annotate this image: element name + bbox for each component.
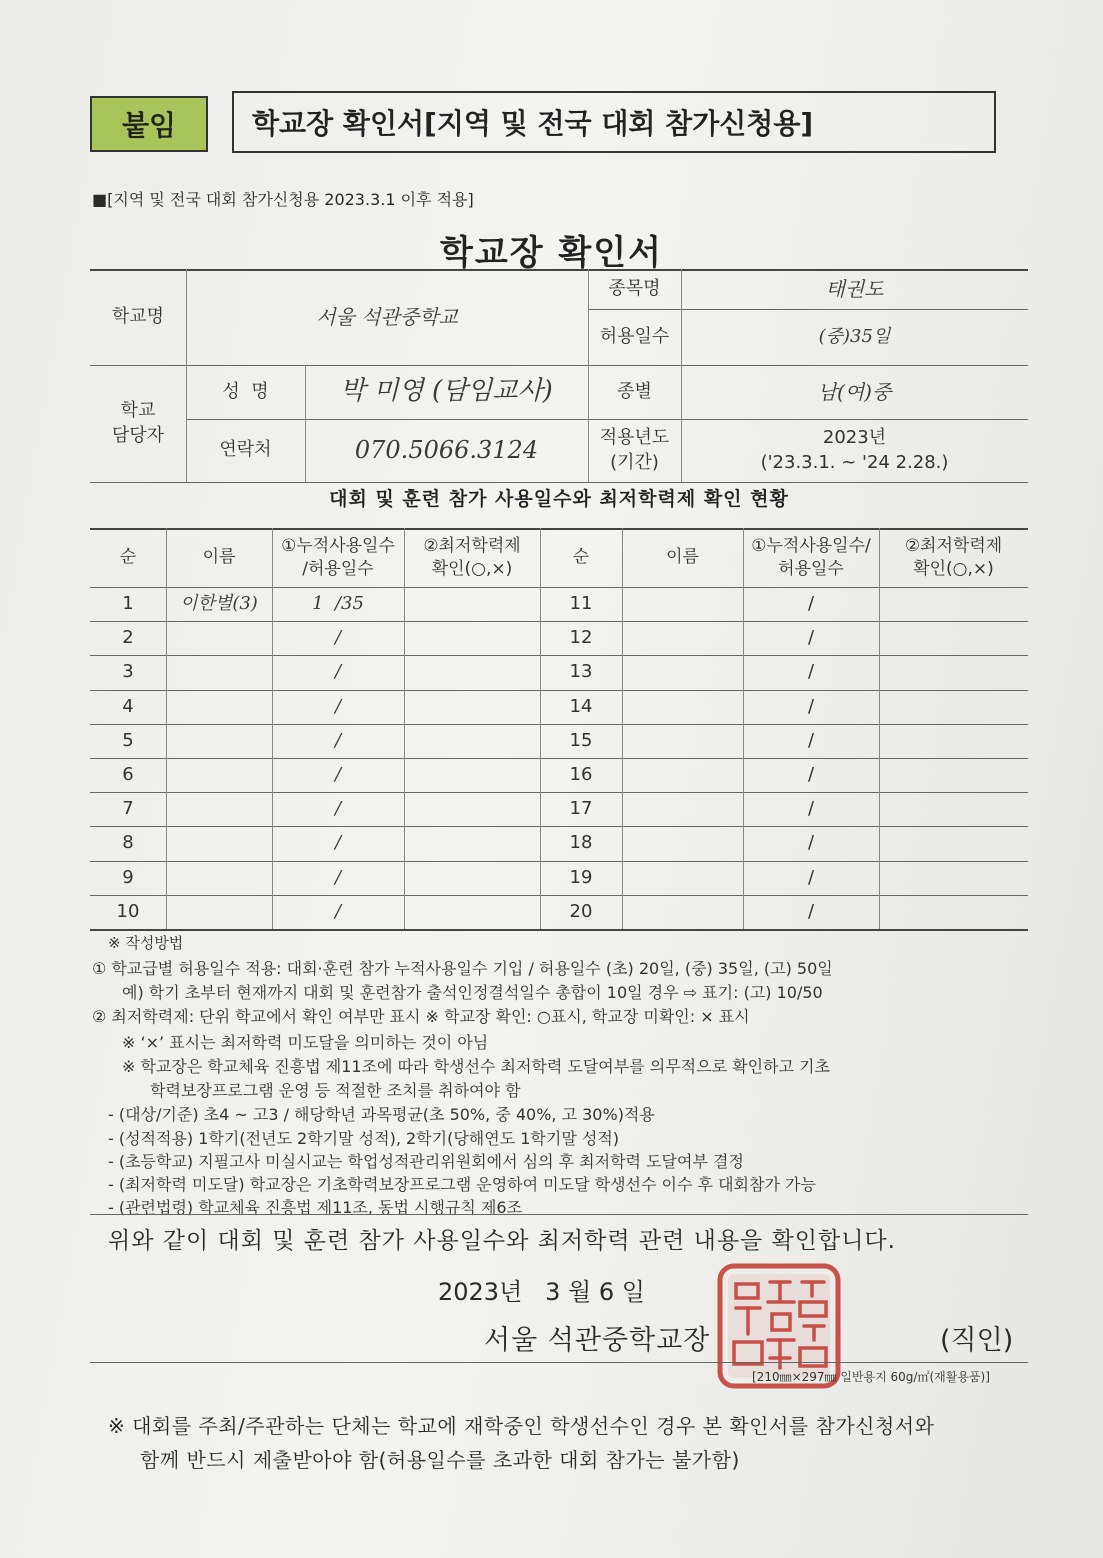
row-number: 12 — [569, 627, 593, 649]
row-number: 10 — [116, 900, 140, 922]
used-days: / — [334, 798, 342, 820]
row-number: 3 — [122, 661, 134, 683]
days-value: (중)35일 — [818, 325, 891, 347]
student-name — [166, 690, 272, 724]
column-header-text: ①누적사용일수/ — [751, 535, 871, 556]
check-cell — [404, 587, 540, 621]
student-name — [622, 724, 743, 758]
used-days: / — [807, 695, 815, 717]
instruction-line: ※ ‘×’ 표시는 최저학력 미도달을 의미하는 것이 아님 — [122, 1033, 489, 1052]
row-number: 6 — [122, 763, 134, 785]
column-header — [404, 528, 540, 587]
check-cell — [879, 587, 1028, 621]
instruction-line: ※ 학교장은 학교체육 진흥법 제11조에 따라 학생선수 최저학력 도달여부를 의무적으로 확인하고 기초 — [122, 1057, 830, 1076]
row-number: 13 — [569, 661, 593, 683]
student-name — [166, 758, 272, 792]
student-name — [622, 587, 743, 621]
instruction-line: - (성적적용) 1학기(전년도 2학기말 성적), 2학기(당해연도 1학기말 성적) — [108, 1129, 620, 1148]
sport-value: 태권도 — [825, 276, 884, 301]
row-number: 1 — [122, 592, 134, 614]
column-header — [879, 528, 1028, 587]
used-days: / — [334, 832, 342, 854]
principal-signature: 서울 석관중학교장 — [484, 1325, 711, 1356]
row-number: 11 — [569, 592, 593, 614]
instruction-line: ※ 작성방법 — [108, 934, 184, 952]
student-name — [166, 621, 272, 655]
used-days: / — [807, 729, 815, 751]
row-number: 16 — [569, 763, 593, 785]
used-days: / — [807, 592, 815, 614]
used-days: / — [807, 763, 815, 785]
used-days: / — [807, 627, 815, 649]
used-days: / — [807, 832, 815, 854]
row-number: 19 — [569, 866, 593, 888]
check-cell — [404, 826, 540, 860]
check-cell — [404, 621, 540, 655]
days-label: 허용일수 — [599, 325, 670, 347]
instruction-line: - (최저학력 미도달) 학교장은 기초학력보장프로그램 운영하여 미도달 학생선수 이수 후 대회참가 가능 — [108, 1175, 816, 1194]
student-name — [622, 895, 743, 929]
year-label — [588, 419, 681, 482]
column-header — [743, 528, 879, 587]
used-days: / — [807, 798, 815, 820]
student-name — [622, 861, 743, 895]
used-days: / — [334, 900, 342, 922]
check-cell — [404, 895, 540, 929]
check-cell — [404, 861, 540, 895]
used-days: / — [807, 900, 815, 922]
column-header — [622, 528, 743, 587]
paper-spec: [210㎜×297㎜ 일반용지 60g/㎡(재활용품)] — [752, 1370, 990, 1384]
row-number: 9 — [122, 866, 134, 888]
column-header-text: 순 — [119, 547, 137, 568]
manager-label — [90, 365, 186, 482]
row-number: 15 — [569, 729, 593, 751]
name-value: 박 미영 (담임교사) — [340, 376, 553, 407]
check-cell — [404, 758, 540, 792]
divider — [90, 1362, 1028, 1363]
student-name — [166, 724, 272, 758]
divider — [90, 482, 1028, 483]
row-number: 14 — [569, 695, 593, 717]
column-header-text: 확인(○,×) — [913, 558, 994, 579]
divider — [90, 1214, 1028, 1215]
sport-label: 종목명 — [608, 277, 661, 299]
year-value-line2: ('23.3.1. ~ '24 2.28.) — [760, 451, 949, 473]
confirmation-text: 위와 같이 대회 및 훈련 참가 사용일수와 최저학력 관련 내용을 확인합니다. — [108, 1228, 896, 1254]
column-header — [90, 528, 166, 587]
divider — [90, 929, 1028, 931]
column-header — [272, 528, 404, 587]
check-cell — [879, 655, 1028, 689]
used-days: 1 /35 — [312, 592, 364, 614]
student-name: 이한별(3) — [180, 592, 258, 614]
used-days: / — [334, 729, 342, 751]
year-label-line1: 적용년도 — [599, 427, 670, 449]
used-days: / — [807, 866, 815, 888]
row-number: 8 — [122, 832, 134, 854]
column-header — [166, 528, 272, 587]
instruction-line: - (대상/기준) 초4 ~ 고3 / 해당학년 과목평균(초 50%, 중 40%, 고 30%)적용 — [108, 1105, 655, 1124]
document-heading: 학교장 확인서[지역 및 전국 대회 참가신청용] — [232, 91, 996, 153]
row-number: 17 — [569, 798, 593, 820]
check-cell — [404, 655, 540, 689]
column-header — [540, 528, 622, 587]
instruction-line: - (초등학교) 지필고사 미실시교는 학업성적관리위원회에서 심의 후 최저학력 도달여부 결정 — [108, 1152, 744, 1171]
column-header-text: 확인(○,×) — [431, 558, 513, 579]
year-label-line2: (기간) — [610, 451, 659, 473]
column-header-text: ②최저학력제 — [904, 535, 1003, 556]
gender-label: 종별 — [617, 380, 652, 402]
name-label: 성 명 — [222, 380, 269, 402]
check-cell — [879, 895, 1028, 929]
check-cell — [879, 724, 1028, 758]
school-label: 학교명 — [111, 305, 165, 327]
used-days: / — [334, 627, 342, 649]
used-days: / — [807, 661, 815, 683]
contact-label: 연락처 — [219, 439, 272, 461]
check-cell — [879, 621, 1028, 655]
student-name — [166, 895, 272, 929]
page-title: 학교장 확인서 — [440, 233, 663, 273]
check-cell — [879, 861, 1028, 895]
column-header-text: 이름 — [202, 547, 236, 568]
instruction-line: 예) 학기 초부터 현재까지 대회 및 훈련참가 출석인정결석일수 총합이 10일 경우 ⇨ 표기: (고) 10/50 — [122, 983, 823, 1002]
manager-label-line1: 학교 — [120, 400, 156, 422]
row-number: 20 — [569, 900, 593, 922]
row-number: 18 — [569, 832, 593, 854]
student-name — [622, 655, 743, 689]
seal-note: (직인) — [940, 1325, 1014, 1356]
student-name — [622, 826, 743, 860]
year-value — [681, 419, 1028, 482]
applicability-note: ■[지역 및 전국 대회 참가신청용 2023.3.1 이후 적용] — [92, 190, 474, 209]
column-header-text: 순 — [572, 547, 590, 568]
column-header-text: ②최저학력제 — [423, 535, 521, 556]
student-name — [166, 655, 272, 689]
manager-label-line2: 담당자 — [111, 424, 165, 446]
student-name — [622, 690, 743, 724]
column-header-text: ①누적사용일수 — [281, 535, 395, 556]
used-days: / — [334, 661, 342, 683]
row-number: 2 — [122, 627, 134, 649]
check-cell — [879, 758, 1028, 792]
instruction-line: 학력보장프로그램 운영 등 적절한 조치를 취하여야 함 — [150, 1081, 521, 1100]
instruction-line: ① 학교급별 허용일수 적용: 대회·훈련 참가 누적사용일수 기입 / 허용일수 (초) 20일, (중) 35일, (고) 50일 — [92, 959, 833, 978]
student-name — [166, 861, 272, 895]
used-days: / — [334, 763, 342, 785]
check-cell — [404, 690, 540, 724]
row-number: 5 — [122, 729, 134, 751]
student-name — [622, 758, 743, 792]
used-days: / — [334, 866, 342, 888]
check-cell — [404, 792, 540, 826]
check-cell — [404, 724, 540, 758]
issue-date: 2023년 3 월 6 일 — [438, 1278, 645, 1306]
row-number: 4 — [122, 695, 134, 717]
instruction-line: - (관련법령) 학교체육 진흥법 제11조, 동법 시행규칙 제6조 — [108, 1198, 523, 1217]
footnote-line2: 함께 반드시 제출받아야 함(허용일수를 초과한 대회 참가는 불가함) — [140, 1448, 740, 1472]
student-name — [622, 792, 743, 826]
student-name — [166, 792, 272, 826]
row-number: 7 — [122, 798, 134, 820]
column-header-text: 이름 — [666, 547, 699, 568]
contact-value: 070.5066.3124 — [354, 436, 539, 465]
attachment-badge: 붙임 — [90, 96, 208, 152]
check-cell — [879, 690, 1028, 724]
check-cell — [879, 826, 1028, 860]
check-cell — [879, 792, 1028, 826]
year-value-line1: 2023년 — [822, 427, 887, 449]
column-header-text: /허용일수 — [302, 558, 374, 579]
gender-value: 남(여)중 — [817, 379, 892, 404]
school-value: 서울 석관중학교 — [316, 304, 458, 329]
column-header-text: 허용일수 — [778, 558, 844, 579]
used-days: / — [334, 695, 342, 717]
instruction-line: ② 최저학력제: 단위 학교에서 확인 여부만 표시 ※ 학교장 확인: ○표시, 학교장 미확인: × 표시 — [92, 1007, 750, 1026]
footnote-line1: ※ 대회를 주최/주관하는 단체는 학교에 재학중인 학생선수인 경우 본 확인서를 참가신청서와 — [108, 1414, 935, 1438]
student-name — [166, 826, 272, 860]
student-name — [622, 621, 743, 655]
section-subtitle: 대회 및 훈련 참가 사용일수와 최저학력제 확인 현황 — [329, 488, 789, 510]
